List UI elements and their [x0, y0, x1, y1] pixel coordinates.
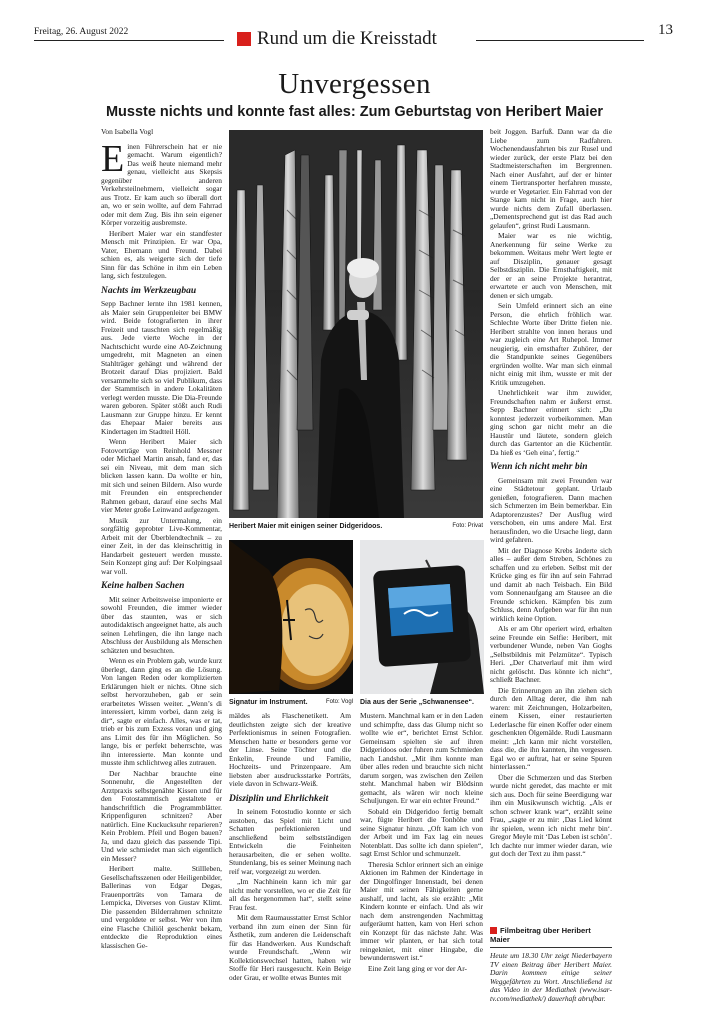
credit-left: Foto: Vogl	[325, 699, 353, 705]
subheadline: Musste nichts und konnte fast alles: Zum Geburtstag von Heribert Maier	[105, 104, 604, 120]
paragraph: Musik zur Untermalung, ein sorgfältig geprobter Live-Kommentar, Arbeit mit der Überblendtechnik – zu einer Zeit, in der das kleinschrittig in Handarbeit gesteuert werden musste. Sein Konzept ging auf: Der Kolpingsaal war voll.	[101, 515, 222, 576]
paragraph: mäldes als Flaschenetikett. Am deutlichsten zeigte sich der kreative Perfektionismus in seinen Fotografien. Menschen hatte er besonders gerne vor der Linse. Seine Töchter und die Enkelin, Freunde und Familie, Hochzeits- und Prinzenpaare. Am liebsten aber ausdrucksstarke Porträts, viele davon in Schwarz-Weiß.	[229, 712, 351, 788]
section-title: Rund um die Kreisstadt	[257, 28, 437, 49]
paragraph: Mit der Diagnose Krebs änderte sich alles – außer dem Streben, Schönes zu schaffen und zu erleben. Selbst mit der Krücke ging es für ihn auf sein Fahrrad und damit ab nach Teisbach. Ein Bild vom Sonnenaufgang am Stausee an die Freunde schicken. Kämpfen bis zum Schluss, denn Aufgeben war für ihn nun wirklich keine Option.	[490, 545, 612, 623]
paragraph: Mit dem Raumausstatter Ernst Schlor verband ihn zum einen der Sinn für Ästhetik, zum anderen die Leidenschaft für das Handwerken. Aus Kundschaft wurde Freundschaft. „Wenn wir Kollektionswechsel hatten, haben wir Stoffe für Heri rausgesucht. Kein Beige oder Grau, er wollte etwas Buntes mit	[229, 913, 351, 982]
info-marker	[490, 927, 497, 934]
subheading: Wenn ich nicht mehr bin	[490, 462, 588, 472]
paragraph: Die Erinnerungen an ihn ziehen sich durch den Alltag derer, die ihm nah waren: mit Zeichnungen, Holzarbeiten, einem Kissen, einer restaurierten Lederlasche für einen Koffer oder einem geschenkten Ölgemälde. Rudi Lausmann meint: „Ich kann mir nicht vorstellen, dass die, die ihn kannten, ihn vergessen. Egal wo er auftrat, hat er seine Spuren hinterlassen.“	[490, 685, 612, 771]
column-1	[101, 128, 222, 1020]
paragraph: Sein Umfeld erinnert sich an eine Person, die ehrlich fröhlich war. Schlechte Worte über Dritte fielen nie. Heribert strahlte von innen heraus und war zugleich eine Art Ruhepol. Immer neugierig, ein ernsthafter Zuhörer, der die Standpunkte seines Gegenübers ergründen wollte. War man sich einmal nicht einig mit ihm, wusste er mit der Kritik umzugehen.	[490, 301, 612, 387]
info-rule	[490, 947, 612, 948]
paragraph: Als er am Ohr operiert wird, erhalten seine Freunde ein Selfie: Heribert, mit verbundener Wunde, neben Van Goghs „Selbstbildnis mit Pelzmütze“. Typisch Heri. „Der Chatverlauf mit ihm wird nicht gelöscht. Das könnte ich nicht“, schließt Bachner.	[490, 624, 612, 684]
column-4	[490, 128, 612, 922]
paragraph: Mustern. Manchmal kam er in den Laden und schimpfte, dass das Glump nicht so wollte wie er“, berichtet Ernst Schlor. Gemeinsam spielten sie auf ihren Didgeridoos oder fuhren zum Schmieden nach Landshut. „Mit ihm konnte man über alles reden und brauchte sich nicht darum sorgen, was zwischen den Zeilen steht. Manchmal haben wir Blödsinn gemacht, als wären wir noch kleine Schuljungen. Er war ein echter Freund.“	[360, 712, 483, 805]
page-number: 13	[658, 22, 673, 38]
paragraph: Sobald ein Didgeridoo fertig bemalt war, fügte Heribert die Tonhöhe und seine Signatur hinzu. „Oft kam ich von der Arbeit und im Fax lag ein neues Notenblatt. Das sollte ich dann spielen“, sagt Ernst Schlor und schmunzelt.	[360, 806, 483, 858]
paragraph: Wenn Heribert Maier sich Fotovorträge von Reinhold Messner oder Michael Martin ansah, fand er, das sei ein Niveau, mit dem man sich blicken lassen kann. Da wollte er hin, mit sich und seinen Bildern. Also wurde mit Freunden ein entsprechender Rahmen gebaut, darauf eine sechs Mal vier Meter große Leinwand aufgezogen.	[101, 437, 222, 514]
paragraph: Über die Schmerzen und das Sterben wurde nicht geredet, das machte er mit sich aus. Doch für seine Beerdigung war ihm ein Musikwunsch wichtig. „Als er schon schwer krank war“, erzählt seine Frau, „sagte er zu mir: ‚Das Lied könnt ihr spielen, wenn ich nicht mehr bin‘. Gregor Meyle mit ‘Das Leben ist schön’. Ich dachte nur immer wieder daran, wie gut doch der Text zu ihm passt.“	[490, 772, 612, 858]
paragraph: Unehrlichkeit war ihm zuwider, Freundschaften nahm er äußerst ernst. Sepp Bachner erinnert sich: „Du konntest jederzeit vorbeikommen. Man ging schon gar nicht mehr an die Haustür und läutete, sondern gleich durch das Gartentor an die Küchentür. Da hieß es ‘Geh eina’, fertig.“	[490, 388, 612, 457]
photo-signature	[229, 540, 353, 694]
info-title: Filmbeitrag über Heribert Maier	[490, 926, 591, 944]
paragraph: Heribert malte. Stillleben, Gesellschaftsszenen oder Heiligenbilder, Ballerinas von Edgar Degas, Frauenporträts von Tamara de Lempicka, Diverses von Gustav Klimt. Die passenden Bilderrahmen schnitzte und vergoldete er selbst. Wer von ihm eine Flasche Chiliöl geschenkt bekam, entdeckte die Reproduktion eines klassischen Ge-	[101, 864, 222, 950]
column-2	[229, 712, 351, 1018]
lead-paragraph: Einen Führerschein hat er nie gemacht. Warum eigentlich? Das weiß heute niemand mehr genau, vielleicht aus Skepsis gegenüber anderen Verkehrsteilnehmern, vielleicht sogar aus Trotz. Er kam auch so überall dort an, wo er sein wollte, auf dem Fahrrad oder mit dem Zug. Bis ihn sein eigener Körper vorzeitig ausbremste.	[101, 137, 222, 227]
subheading: Nachts im Werkzeugbau	[101, 285, 197, 296]
drop-cap: E	[101, 137, 125, 180]
issue-date: Freitag, 26. August 2022	[34, 27, 129, 37]
headline: Unvergessen	[278, 68, 431, 100]
paragraph: „Im Nachhinein kann ich mir gar nicht mehr vorstellen, wo er die Zeit für all das hergenommen hat“, stellt seine Frau fest.	[229, 877, 351, 912]
column-3	[360, 712, 483, 1018]
paragraph: Mit seiner Arbeitsweise imponierte er sowohl Freunden, die immer wieder über das staunten, was er sich autodidaktisch angeeignet hatte, als auch seinen Lehrlingen, die ihn lange nach Abschluss der Ausbildung als Menschen schätzten und besuchten.	[101, 594, 222, 655]
paragraph: Gemeinsam mit zwei Freunden war eine Städtetour geplant. Urlaub genießen, fotografieren. Dann machen sich Schmerzen im Bein bemerkbar. Ein Adaptorenzustes? Der Ausflug wird verschoben, ein ums andere Mal. Erst herausfinden, wo die Ursache liegt, dann wird gefahren.	[490, 475, 612, 544]
paragraph: Eine Zeit lang ging er vor der Ar-	[368, 963, 467, 973]
photo-slide	[360, 540, 484, 694]
header-rule-left	[34, 40, 224, 41]
author-line: Von Isabella Vogl	[101, 128, 154, 136]
header-rule-right	[476, 40, 644, 41]
paragraph: Der Nachbar brauchte eine Sonnenuhr, die Angestellten der Arztpraxis selbstgenähte Kissen und für den Fotostammtisch gestaltete er handschriftlich die Programmblätter. Krippenfiguren schnitzen? Aber natürlich. Eine Kuckucksuhr reparieren? Kein Problem. Pfeil und Bogen bauen? Ja, und dazu gleich das passende Tipi. Und wie schmiedet man sich eigentlich ein Messer?	[101, 768, 222, 863]
info-box	[490, 926, 612, 1004]
paragraph: beit Joggen. Barfuß. Dann war da die Liebe zum Radfahren. Wochenendausfahrten bis zur Rusel und wieder zurück, der erste Platz bei den Stadtmeisterschaften im Bergrennen. Nach einer Ausfahrt, auf der er hinter einem Tiertransporter herfahren musste, wurde er Vegetarier. Ein Fahrrad von der Stange kam nicht in Frage, auch hier wurde nichts dem Zufall überlassen. „Dementsprechend gut ist das Rad auch gelaufen“, grinst Rudi Lausmann.	[490, 128, 612, 230]
paragraph: In seinem Fotostudio konnte er sich austoben, das Spiel mit Licht und Schatten perfektionieren und anschließend beim selbstständigen Entwickeln die Feinheiten herausarbeiten, die er sehen wollte. Stundenlang, bis es seiner Meinung nach reif war, vorgezeigt zu werden.	[229, 807, 351, 876]
section-marker	[237, 32, 251, 46]
info-text: Heute um 18.30 Uhr zeigt Niederbayern TV einen Beitrag über Heribert Maier. Darin kommen einige seiner Weggefährten zu Wort. Anschließend ist das Video in der Mediathek (www.isar-tv.com/mediathek/) dauerhaft abrufbar.	[490, 951, 612, 1003]
caption-left: Foto: Vogl Signatur im Instrument.	[229, 699, 353, 706]
caption-right: Dia aus der Serie „Schwanensee“.	[360, 699, 474, 706]
photo-didgeridoos	[229, 130, 483, 518]
paragraph: Sepp Bachner lernte ihn 1981 kennen, als Maier sein Gruppenleiter bei BMW wird. Beide fotografierten in ihrer Freizeit und tauschten sich regelmäßig aus. Jede vierte Woche in der Nachtschicht wurde eine A0-Zeichnung umgedreht, mit Magneten an einen Stahlträger gehängt und während der Brotzeit darauf Dias projiziert. Bald versammelte sich so viel Publikum, dass der Stammtisch in andere Lokalitäten verlegt werden musste. Die Dia-Freunde waren geboren. Später stößt auch Rudi Lausmann zur Gruppe hinzu. Er kennt das Ehepaar Maier bereits aus Kindertagen im Stadtteil Höll.	[101, 299, 222, 436]
subheading: Keine halben Sachen	[101, 581, 185, 591]
subheading: Disziplin und Ehrlichkeit	[229, 793, 329, 804]
credit-main: Foto: Privat	[452, 523, 483, 529]
paragraph: Heribert Maier war ein standfester Mensch mit Prinzipien. Er war Opa, Vater, Ehemann und Freund. Dabei schien es, als weigerte sich der tiefe Sinn für das Schöne in ihm ein Leben lang, sich festzulegen.	[101, 228, 222, 280]
paragraph: Maier war es nie wichtig, Anerkennung für seine Werke zu bekommen. Weitaus mehr Wert legte er auf Disziplin, genauer gesagt Selbstdisziplin. Die Ernsthaftigkeit, mit der er an seine Projekte herantrat, erwartete er auch von Menschen, mit denen er sich umgab.	[490, 231, 612, 300]
paragraph: Wenn es ein Problem gab, wurde kurz überlegt, dann ging es an die Lösung. Von langen Reden oder komplizierten Erklärungen hielt er nichts. Ohne sich selbst hervorzuheben, gab er sein erarbeitetes Wissen weiter. „Wenn’s di interessiert, kimm vorbei, dann zeig is dir“, sagte er einfach. Alles, was er tat, trieb er bis zum Exzess voran und ging ans Limit des für ihn Möglichen. So lange, bis er perfekt beherrschte, was ihn interessierte. Man konnte und musste ihm schlichtweg alles zutrauen.	[101, 656, 222, 767]
paragraph: Theresia Schlor erinnert sich an einige Aktionen im Rahmen der Kindertage in der Dingolfinger Innenstadt, bei denen Maier mit seinen Fähigkeiten gerne aushalf, und lacht, als sie erzählt: „Mit Kindern konnte er einfach. Und als wir nach dem anstrengenden Nachmittag aufgeräumt hatten, kam von Heri schon ein Konzept für das nächste Jahr. Was immer wir planten, er hat sich total reingekniet, mit einer Hingabe, die bewundernswert ist.“	[360, 859, 483, 962]
caption-main: Foto: Privat Heribert Maier mit einigen seiner Didgeridoos.	[229, 523, 483, 530]
